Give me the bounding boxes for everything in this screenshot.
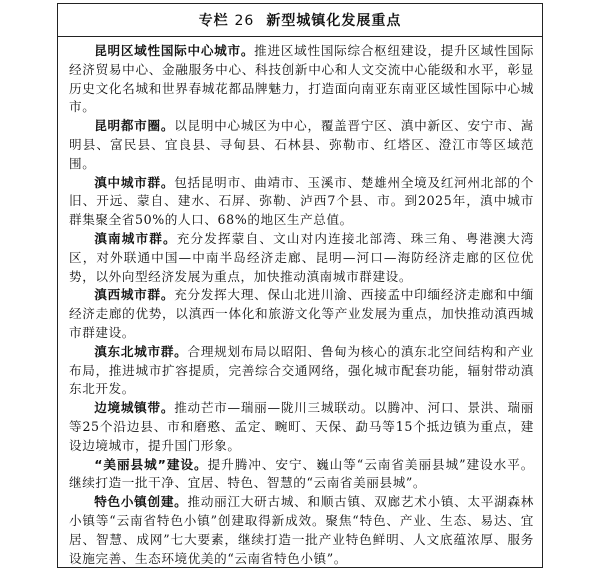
paragraph-kunming-metro: [69, 117, 534, 173]
column-header: [58, 4, 542, 37]
paragraph-lead: “美丽县城”建设。: [94, 456, 208, 472]
column-label: 专栏: [198, 13, 229, 29]
paragraph-lead: 昆明区域性国际中心城市。: [94, 43, 255, 58]
paragraph-text: 推动芒市—瑞丽—陇川三城联动。以腾冲、河口、景洪、瑞丽等25个沿边县、市和磨憨、孟定、畹町、天保、勐马等15个抵边镇为重点，建设边境城市，提升国门形象。: [69, 400, 534, 453]
paragraph-text: 合理规划布局以昭阳、鲁甸为核心的滇东北空间结构和产业布局，推进城市扩容提质，完善综合交通网络，强化城市配套功能，辐射带动滇东北开发。: [69, 343, 534, 397]
column-box: [57, 3, 543, 568]
paragraph-kunming: [69, 42, 534, 117]
paragraph-text: 以昆明中心城区为中心，覆盖晋宁区、滇中新区、安宁市、嵩明县、富民县、宜良县、寻甸县、石林县、弥勒市、红塔区、澄江市等区域范围。: [69, 118, 534, 171]
paragraph-text: 包括昆明市、曲靖市、玉溪市、楚雄州全境及红河州北部的个旧、开远、蒙自、建水、石屏、弥勒、泸西7个县、市。到2025年，滇中城市群集聚全省50%的人口、68%的地区生产总值。: [69, 174, 534, 228]
paragraph-northeast-yunnan: [69, 343, 534, 399]
paragraph-south-yunnan: [69, 230, 534, 286]
paragraph-lead: 滇中城市群。: [94, 174, 175, 190]
paragraph-lead: 滇西城市群。: [94, 287, 175, 303]
paragraph-lead: 滇南城市群。: [94, 230, 177, 246]
column-content: [58, 37, 542, 568]
paragraph-text: 充分发挥蒙自、文山对内连接北部湾、珠三角、粤港澳大湾区，对外联通中国—中南半岛经济走廊、昆明—河口—海防经济走廊的区位优势，以外向型经济发展为重点，加快推动滇南城市群建设。: [69, 230, 534, 284]
paragraph-lead: 昆明都市圈。: [94, 118, 175, 134]
paragraph-text: 推动丽江大研古城、和顺古镇、双廊艺术小镇、太平湖森林小镇等“云南省特色小镇”创建取得新成效。聚焦“特色、产业、生态、易达、宜居、智慧、成网”七大要素，继续打造一批产业特色鲜明、人文底蕴浓厚、服务设施完善、生态环境优美的“云南省特色小镇”。: [69, 494, 534, 566]
paragraph-lead: 滇东北城市群。: [94, 343, 188, 359]
paragraph-border-belt: [69, 399, 534, 455]
paragraph-text: 推进区域性国际综合枢纽建设，提升区域性国际经济贸易中心、金融服务中心、科技创新中心和人文交流中心能级和水平，彰显历史文化名城和世界春城花都品牌魅力，打造面向南亚东南亚区域性国际中心城市。: [69, 43, 534, 115]
paragraph-characteristic-town: [69, 493, 534, 568]
column-number: 26: [234, 13, 255, 29]
paragraph-central-yunnan: [69, 174, 534, 230]
paragraph-text: 提升腾冲、安宁、巍山等“云南省美丽县城”建设水平。继续打造一批干净、宜居、特色、智慧的“云南省美丽县城”。: [69, 456, 534, 491]
paragraph-lead: 边境城镇带。: [94, 400, 175, 416]
paragraph-west-yunnan: [69, 286, 534, 342]
paragraph-beautiful-county: [69, 456, 534, 494]
paragraph-lead: 特色小镇创建。: [94, 494, 188, 510]
column-title: 新型城镇化发展重点: [266, 13, 402, 29]
paragraph-text: 充分发挥大理、保山北进川渝、西接孟中印缅经济走廊和中缅经济走廊的优势，以滇西一体化和旅游文化等产业发展为重点，加快推动滇西城市群建设。: [69, 287, 534, 340]
